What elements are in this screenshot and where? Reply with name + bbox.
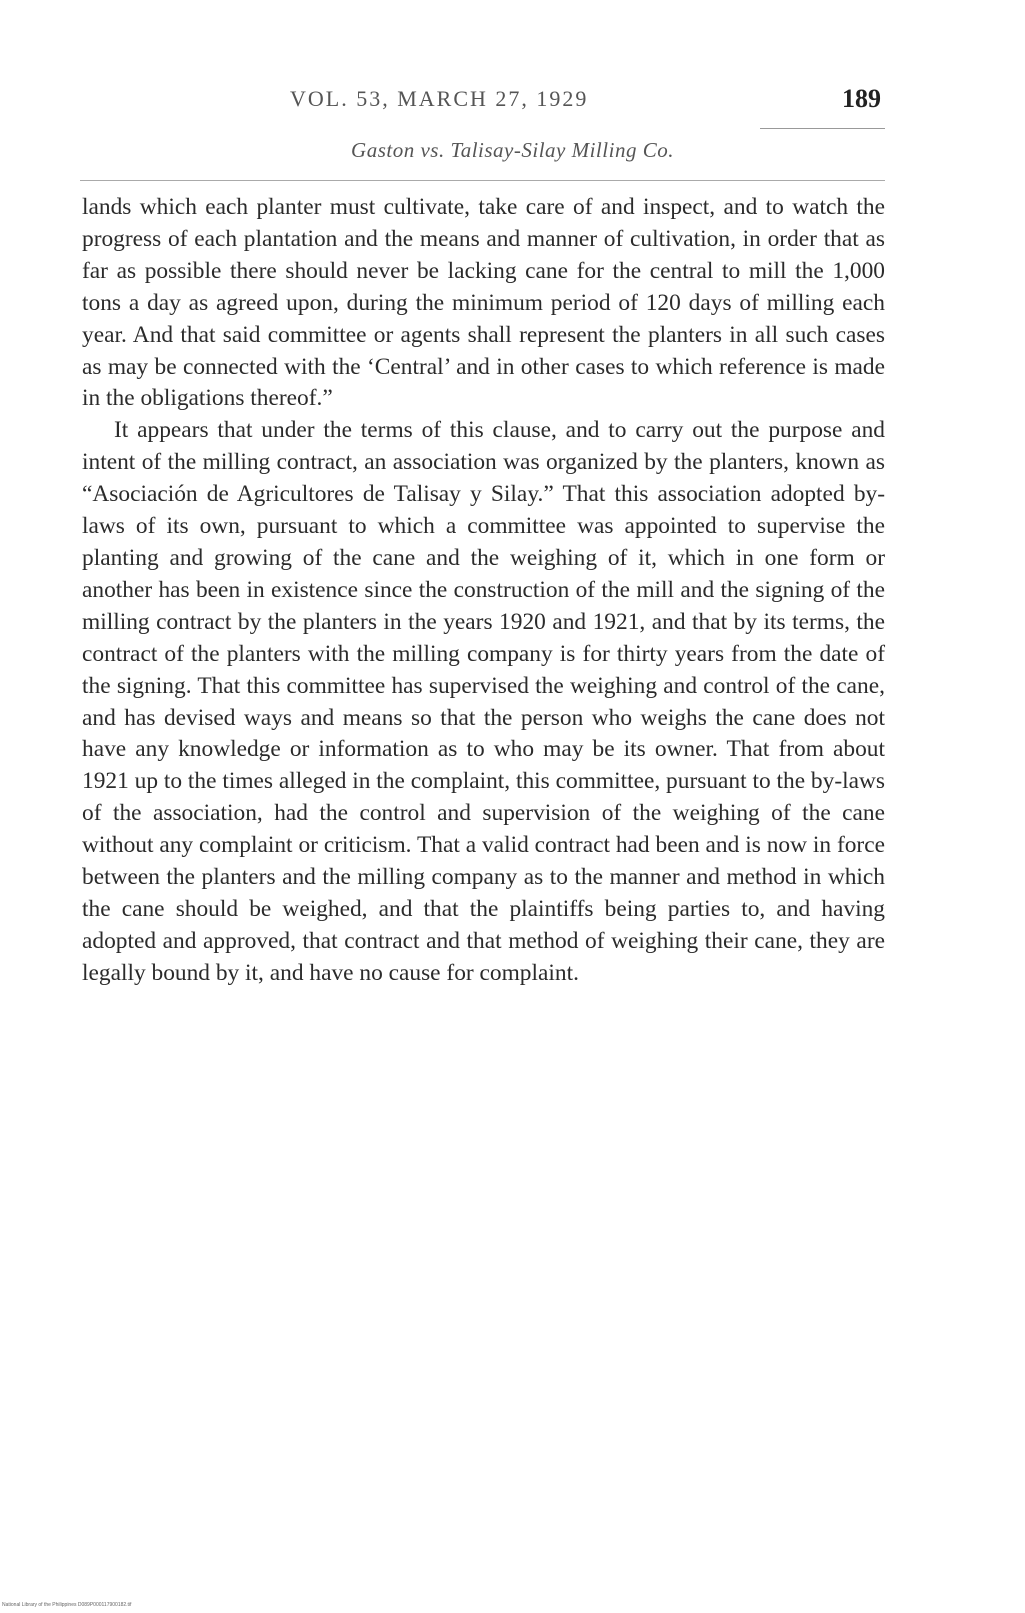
page-body <box>82 192 885 990</box>
header-rule <box>760 128 885 129</box>
case-running-head: Gaston vs. Talisay-Silay Milling Co. <box>351 138 674 162</box>
paragraph-continued: lands which each planter must cultivate, take care of and inspect, and to watch the progress of each plantation and the means and manner of cultivation, in order that as far as possible there should never be lacking cane for the central to mill the 1,000 tons a day as agreed upon, during the minimum period of 120 days of milling each year. And that said committee or agents shall represent the planters in all such cases as may be connected with the ‘Central’ and in other cases to which reference is made in the obligations thereof.” <box>82 194 885 412</box>
running-head-rule <box>80 180 885 181</box>
page-number: 189 <box>842 84 881 113</box>
paragraph: It appears that under the terms of this clause, and to carry out the purpose and intent of the milling contract, an association was organized by the planters, known as “Asociación de Agricultores de Talisay y Silay.” That this association adopted by-laws of its own, pursuant to which a committee was appointed to supervise the planting and growing of the cane and the weighing of it, which in one form or another has been in existence since the construction of the mill and the signing of the milling contract by the planters in the years 1920 and 1921, and that by its terms, the contract of the planters with the milling company is for thirty years from the date of the signing. That this committee has supervised the weighing and control of the cane, and has devised ways and means so that the person who weighs the cane does not have any knowledge or information as to who may be its owner. That from about 1921 up to the times alleged in the complaint, this committee, pursuant to the by-laws of the association, had the control and supervision of the weighing of the cane without any complaint or criticism. That a valid contract had been and is now in force between the planters and the milling company as to the manner and method in which the cane should be weighed, and that the plaintiffs being parties to, and having adopted and approved, that contract and that method of weighing their cane, they are legally bound by it, and have no cause for complaint. <box>82 417 885 986</box>
scan-footer-note: National Library of the Philippines D089P000117900182.tif <box>2 1602 132 1608</box>
volume-date-header: VOL. 53, MARCH 27, 1929 <box>290 86 589 111</box>
page-header <box>0 86 1025 126</box>
